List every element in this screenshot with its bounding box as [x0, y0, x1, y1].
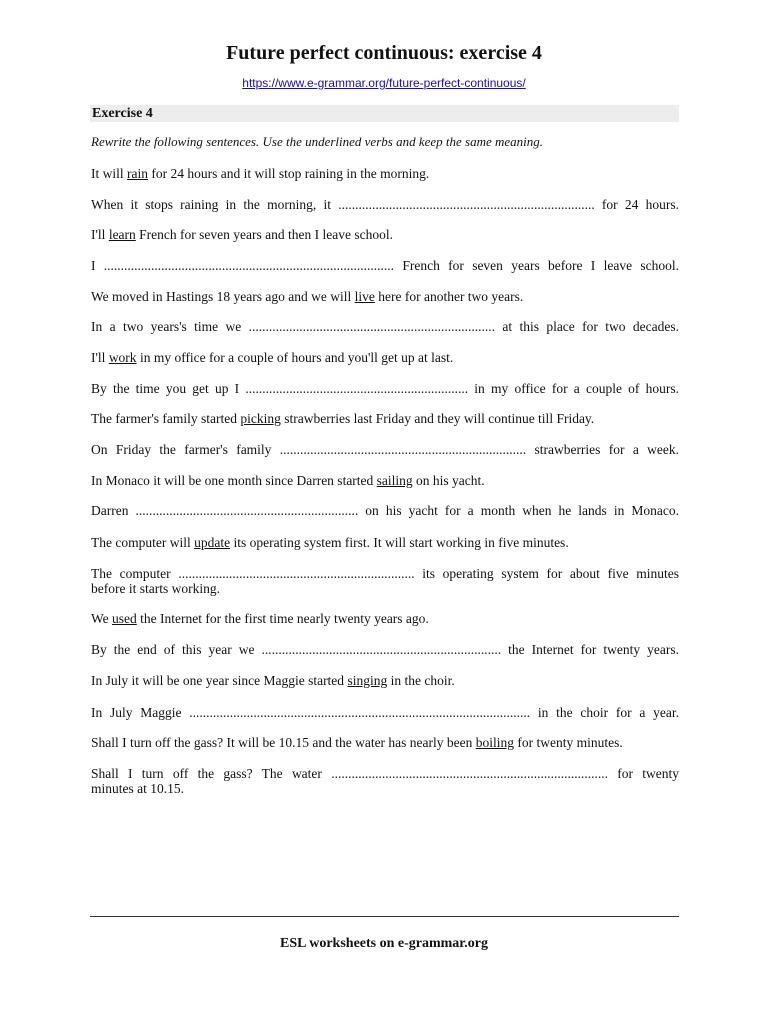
rewrite-sentence: The computer ...................................................................... its operating system for about five minutes [91, 566, 679, 581]
original-sentence: In July it will be one year since Maggie started singing in the choir. [91, 673, 455, 688]
rewrite-sentence-continued: minutes at 10.15. [91, 781, 184, 796]
original-sentence: I'll work in my office for a couple of hours and you'll get up at last. [91, 350, 454, 365]
original-sentence: The computer will update its operating system first. It will start working in five minutes. [91, 535, 569, 550]
original-sentence: In Monaco it will be one month since Darren started sailing on his yacht. [91, 473, 485, 488]
underlined-verb: work [108, 350, 137, 365]
source-link[interactable]: https://www.e-grammar.org/future-perfect-continuous/ [242, 76, 526, 90]
rewrite-sentence-continued: before it starts working. [91, 581, 220, 596]
underlined-verb: singing [347, 673, 388, 688]
rewrite-sentence: When it stops raining in the morning, it ............................................................................ for 24 hours. [91, 197, 679, 212]
original-sentence: It will rain for 24 hours and it will stop raining in the morning. [91, 166, 430, 181]
rewrite-sentence: On Friday the farmer's family ......................................................................... strawberries for a week. [91, 442, 679, 457]
original-sentence: The farmer's family started picking strawberries last Friday and they will continue till Friday. [91, 411, 595, 426]
underlined-verb: learn [108, 227, 136, 242]
rewrite-sentence: By the end of this year we ....................................................................... the Internet for twenty years. [91, 642, 679, 657]
rewrite-sentence: In July Maggie ..................................................................................................... in the choir for a year. [91, 705, 679, 720]
rewrite-sentence: Shall I turn off the gass? The water .................................................................................. for twenty [91, 766, 679, 781]
original-sentence: I'll learn French for seven years and then I leave school. [91, 227, 393, 242]
underlined-verb: rain [127, 166, 148, 181]
underlined-verb: sailing [376, 473, 413, 488]
underlined-verb: picking [240, 411, 281, 426]
original-sentence: We used the Internet for the first time nearly twenty years ago. [91, 611, 429, 626]
exercise-heading-bar [90, 105, 679, 122]
original-sentence: Shall I turn off the gass? It will be 10.15 and the water has nearly been boiling for twenty minutes. [91, 735, 623, 750]
exercise-heading: Exercise 4 [92, 106, 153, 121]
rewrite-sentence: I ...................................................................................... French for seven years before I leave school. [91, 258, 679, 273]
rewrite-sentence: Darren .................................................................. on his yacht for a month when he lands in Monaco. [91, 503, 679, 518]
original-sentence: We moved in Hastings 18 years ago and we will live here for another two years. [91, 289, 524, 304]
underlined-verb: update [194, 535, 231, 550]
rewrite-sentence: By the time you get up I .................................................................. in my office for a couple of hours. [91, 381, 679, 396]
page-title: Future perfect continuous: exercise 4 [226, 42, 542, 64]
rewrite-sentence: In a two years's time we ......................................................................... at this place for two decades. [91, 319, 679, 334]
underlined-verb: used [112, 611, 137, 626]
footer-divider [90, 916, 679, 917]
underlined-verb: live [354, 289, 375, 304]
instructions: Rewrite the following sentences. Use the underlined verbs and keep the same meaning. [91, 134, 544, 149]
underlined-verb: boiling [475, 735, 515, 750]
footer-text: ESL worksheets on e-grammar.org [280, 936, 488, 951]
